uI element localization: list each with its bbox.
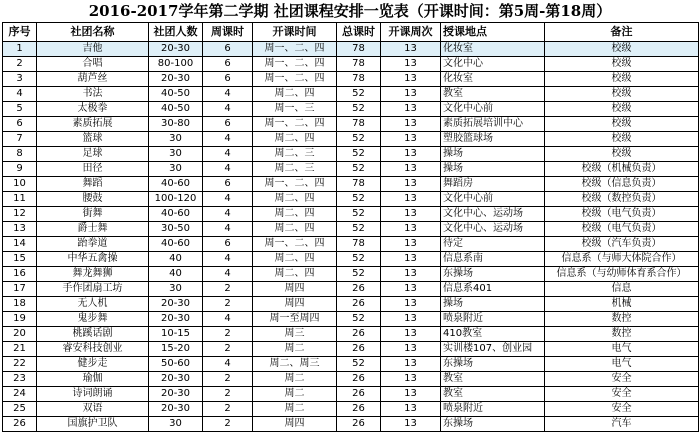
- cell-schedule: 周一、二、四: [253, 177, 337, 192]
- cell-members: 50-60: [149, 357, 203, 372]
- cell-schedule: 周二、三: [253, 147, 337, 162]
- cell-club-name: 鬼步舞: [37, 312, 149, 327]
- cell-members: 40-50: [149, 87, 203, 102]
- table-row[interactable]: [3, 132, 699, 147]
- cell-index: 20: [3, 327, 37, 342]
- cell-location: 410教室: [441, 327, 545, 342]
- cell-total-hours: 78: [337, 237, 381, 252]
- cell-weekly-hours: 4: [203, 102, 253, 117]
- cell-schedule: 周一、二、四: [253, 237, 337, 252]
- cell-weeks: 13: [381, 42, 441, 57]
- cell-schedule: 周二、四: [253, 192, 337, 207]
- cell-weekly-hours: 2: [203, 387, 253, 402]
- cell-weeks: 13: [381, 327, 441, 342]
- cell-index: 1: [3, 42, 37, 57]
- cell-location: 素质拓展培训中心: [441, 117, 545, 132]
- cell-location: 操场: [441, 147, 545, 162]
- cell-weeks: 13: [381, 342, 441, 357]
- cell-remarks: 安全: [545, 387, 699, 402]
- cell-location: 实训楼107、创业园: [441, 342, 545, 357]
- cell-location: 化妆室: [441, 72, 545, 87]
- table-row[interactable]: [3, 117, 699, 132]
- cell-schedule: 周二: [253, 402, 337, 417]
- cell-members: 20-30: [149, 42, 203, 57]
- cell-club-name: 中华五禽操: [37, 252, 149, 267]
- cell-members: 80-100: [149, 57, 203, 72]
- cell-location: 待定: [441, 237, 545, 252]
- table-row[interactable]: [3, 267, 699, 282]
- cell-schedule: 周三: [253, 327, 337, 342]
- cell-index: 25: [3, 402, 37, 417]
- cell-weekly-hours: 6: [203, 237, 253, 252]
- cell-weekly-hours: 2: [203, 282, 253, 297]
- cell-club-name: 睿安科技创业: [37, 342, 149, 357]
- cell-total-hours: 52: [337, 147, 381, 162]
- cell-remarks: 校级（汽车负责）: [545, 237, 699, 252]
- cell-remarks: 汽车: [545, 417, 699, 432]
- table-row[interactable]: [3, 237, 699, 252]
- cell-schedule: 周一、二、四: [253, 57, 337, 72]
- cell-location: 教室: [441, 87, 545, 102]
- cell-index: 13: [3, 222, 37, 237]
- cell-index: 23: [3, 372, 37, 387]
- cell-members: 20-30: [149, 312, 203, 327]
- table-row[interactable]: [3, 372, 699, 387]
- cell-club-name: 舞蹈: [37, 177, 149, 192]
- cell-members: 100-120: [149, 192, 203, 207]
- cell-total-hours: 52: [337, 252, 381, 267]
- cell-schedule: 周二、三: [253, 162, 337, 177]
- cell-remarks: 校级: [545, 42, 699, 57]
- cell-club-name: 合唱: [37, 57, 149, 72]
- col-header-club-name: 社团名称: [37, 23, 149, 42]
- cell-schedule: 周一、二、四: [253, 42, 337, 57]
- table-row[interactable]: [3, 312, 699, 327]
- table-row[interactable]: [3, 87, 699, 102]
- cell-members: 30: [149, 282, 203, 297]
- cell-location: 舞蹈房: [441, 177, 545, 192]
- cell-index: 8: [3, 147, 37, 162]
- cell-weekly-hours: 4: [203, 357, 253, 372]
- cell-location: 文化中心、运动场: [441, 207, 545, 222]
- table-row[interactable]: [3, 57, 699, 72]
- cell-members: 20-30: [149, 372, 203, 387]
- cell-total-hours: 78: [337, 177, 381, 192]
- cell-location: 操场: [441, 162, 545, 177]
- cell-members: 40-60: [149, 207, 203, 222]
- cell-weekly-hours: 4: [203, 87, 253, 102]
- cell-location: 塑胶篮球场: [441, 132, 545, 147]
- cell-members: 30-80: [149, 117, 203, 132]
- cell-weeks: 13: [381, 252, 441, 267]
- cell-location: 信息系南: [441, 252, 545, 267]
- cell-members: 30: [149, 132, 203, 147]
- cell-location: 喷泉附近: [441, 312, 545, 327]
- cell-schedule: 周二、周三: [253, 357, 337, 372]
- cell-weekly-hours: 4: [203, 207, 253, 222]
- cell-total-hours: 52: [337, 222, 381, 237]
- cell-club-name: 爵士舞: [37, 222, 149, 237]
- cell-club-name: 手作团扇工坊: [37, 282, 149, 297]
- cell-club-name: 健步走: [37, 357, 149, 372]
- cell-weekly-hours: 2: [203, 372, 253, 387]
- cell-club-name: 素质拓展: [37, 117, 149, 132]
- table-body: [3, 42, 699, 432]
- cell-weeks: 13: [381, 372, 441, 387]
- cell-weekly-hours: 4: [203, 162, 253, 177]
- header-row: [3, 23, 699, 42]
- cell-weekly-hours: 2: [203, 297, 253, 312]
- cell-schedule: 周二: [253, 342, 337, 357]
- cell-members: 30: [149, 147, 203, 162]
- col-header-total-hours: 总课时: [337, 23, 381, 42]
- cell-location: 文化中心前: [441, 102, 545, 117]
- cell-club-name: 田径: [37, 162, 149, 177]
- cell-total-hours: 78: [337, 72, 381, 87]
- cell-weekly-hours: 4: [203, 132, 253, 147]
- cell-index: 2: [3, 57, 37, 72]
- table-row[interactable]: [3, 162, 699, 177]
- table-row[interactable]: [3, 222, 699, 237]
- cell-index: 12: [3, 207, 37, 222]
- cell-remarks: 校级（数控负责）: [545, 192, 699, 207]
- cell-members: 20-30: [149, 402, 203, 417]
- cell-remarks: 信息系（与幼师体育系合作）: [545, 267, 699, 282]
- cell-members: 40-60: [149, 177, 203, 192]
- cell-weeks: 13: [381, 117, 441, 132]
- cell-location: 教室: [441, 372, 545, 387]
- table-row[interactable]: [3, 177, 699, 192]
- cell-weeks: 13: [381, 312, 441, 327]
- cell-club-name: 跆拳道: [37, 237, 149, 252]
- cell-club-name: 诗词朗诵: [37, 387, 149, 402]
- cell-index: 24: [3, 387, 37, 402]
- cell-index: 4: [3, 87, 37, 102]
- cell-members: 20-30: [149, 72, 203, 87]
- table-row[interactable]: [3, 252, 699, 267]
- col-header-remarks: 备注: [545, 23, 699, 42]
- cell-club-name: 吉他: [37, 42, 149, 57]
- cell-location: 化妆室: [441, 42, 545, 57]
- cell-weeks: 13: [381, 222, 441, 237]
- cell-total-hours: 52: [337, 162, 381, 177]
- cell-remarks: 校级: [545, 132, 699, 147]
- cell-total-hours: 78: [337, 57, 381, 72]
- cell-remarks: 机械: [545, 297, 699, 312]
- cell-schedule: 周四: [253, 282, 337, 297]
- cell-remarks: 信息: [545, 282, 699, 297]
- cell-total-hours: 52: [337, 267, 381, 282]
- cell-weekly-hours: 6: [203, 42, 253, 57]
- page-title: 2016-2017学年第二学期 社团课程安排一览表（开课时间：第5周-第18周）: [88, 2, 612, 20]
- cell-total-hours: 78: [337, 117, 381, 132]
- cell-weekly-hours: 4: [203, 222, 253, 237]
- cell-remarks: 安全: [545, 402, 699, 417]
- cell-club-name: 葫芦丝: [37, 72, 149, 87]
- table-row[interactable]: [3, 147, 699, 162]
- cell-remarks: 信息系（与师大体院合作）: [545, 252, 699, 267]
- cell-weeks: 13: [381, 132, 441, 147]
- cell-index: 15: [3, 252, 37, 267]
- cell-members: 30: [149, 417, 203, 432]
- cell-total-hours: 26: [337, 402, 381, 417]
- cell-club-name: 无人机: [37, 297, 149, 312]
- cell-members: 40-50: [149, 102, 203, 117]
- cell-remarks: 校级（机械负责）: [545, 162, 699, 177]
- cell-weekly-hours: 2: [203, 342, 253, 357]
- cell-weeks: 13: [381, 207, 441, 222]
- cell-schedule: 周一、二、四: [253, 72, 337, 87]
- cell-schedule: 周一、二、四: [253, 117, 337, 132]
- cell-weekly-hours: 4: [203, 252, 253, 267]
- cell-members: 40: [149, 252, 203, 267]
- cell-remarks: 电气: [545, 357, 699, 372]
- cell-members: 15-20: [149, 342, 203, 357]
- cell-index: 6: [3, 117, 37, 132]
- table-row[interactable]: [3, 42, 699, 57]
- cell-total-hours: 52: [337, 87, 381, 102]
- cell-location: 文化中心、运动场: [441, 222, 545, 237]
- cell-location: 东操场: [441, 357, 545, 372]
- cell-club-name: 桃蹊话剧: [37, 327, 149, 342]
- cell-weeks: 13: [381, 102, 441, 117]
- cell-weeks: 13: [381, 417, 441, 432]
- cell-members: 30: [149, 162, 203, 177]
- cell-location: 东操场: [441, 267, 545, 282]
- cell-total-hours: 26: [337, 372, 381, 387]
- cell-schedule: 周二: [253, 372, 337, 387]
- cell-remarks: 安全: [545, 372, 699, 387]
- cell-index: 19: [3, 312, 37, 327]
- cell-index: 10: [3, 177, 37, 192]
- cell-weekly-hours: 2: [203, 327, 253, 342]
- cell-index: 21: [3, 342, 37, 357]
- cell-weekly-hours: 2: [203, 417, 253, 432]
- cell-members: 40-60: [149, 237, 203, 252]
- cell-weeks: 13: [381, 237, 441, 252]
- cell-schedule: 周二、四: [253, 222, 337, 237]
- cell-weeks: 13: [381, 147, 441, 162]
- cell-schedule: 周四: [253, 417, 337, 432]
- cell-total-hours: 52: [337, 102, 381, 117]
- col-header-location: 授课地点: [441, 23, 545, 42]
- cell-weeks: 13: [381, 297, 441, 312]
- table-row[interactable]: [3, 402, 699, 417]
- cell-weeks: 13: [381, 402, 441, 417]
- table-row[interactable]: [3, 72, 699, 87]
- table-row[interactable]: [3, 192, 699, 207]
- cell-members: 10-15: [149, 327, 203, 342]
- cell-index: 5: [3, 102, 37, 117]
- cell-club-name: 太极拳: [37, 102, 149, 117]
- cell-weekly-hours: 6: [203, 117, 253, 132]
- cell-total-hours: 26: [337, 417, 381, 432]
- cell-club-name: 腰鼓: [37, 192, 149, 207]
- cell-total-hours: 52: [337, 312, 381, 327]
- col-header-index: 序号: [3, 23, 37, 42]
- cell-total-hours: 52: [337, 192, 381, 207]
- cell-weekly-hours: 6: [203, 57, 253, 72]
- col-header-weekly-hours: 周课时: [203, 23, 253, 42]
- table-row[interactable]: [3, 387, 699, 402]
- cell-members: 40: [149, 267, 203, 282]
- cell-weeks: 13: [381, 87, 441, 102]
- schedule-table: [2, 22, 699, 432]
- cell-total-hours: 52: [337, 132, 381, 147]
- cell-weeks: 13: [381, 267, 441, 282]
- cell-club-name: 街舞: [37, 207, 149, 222]
- cell-total-hours: 52: [337, 207, 381, 222]
- cell-total-hours: 26: [337, 327, 381, 342]
- cell-members: 30-50: [149, 222, 203, 237]
- cell-weeks: 13: [381, 357, 441, 372]
- cell-weekly-hours: 4: [203, 312, 253, 327]
- cell-weeks: 13: [381, 387, 441, 402]
- cell-remarks: 校级: [545, 87, 699, 102]
- cell-club-name: 书法: [37, 87, 149, 102]
- cell-weekly-hours: 6: [203, 72, 253, 87]
- table-row[interactable]: [3, 297, 699, 312]
- cell-weeks: 13: [381, 282, 441, 297]
- cell-schedule: 周二、四: [253, 207, 337, 222]
- cell-club-name: 瑜伽: [37, 372, 149, 387]
- cell-weeks: 13: [381, 162, 441, 177]
- cell-total-hours: 52: [337, 357, 381, 372]
- cell-club-name: 舞龙舞狮: [37, 267, 149, 282]
- cell-weekly-hours: 2: [203, 402, 253, 417]
- col-header-weeks: 开课周次: [381, 23, 441, 42]
- col-header-schedule: 开课时间: [253, 23, 337, 42]
- cell-members: 20-30: [149, 387, 203, 402]
- cell-schedule: 周二、四: [253, 267, 337, 282]
- cell-index: 18: [3, 297, 37, 312]
- cell-remarks: 校级（信息负责）: [545, 177, 699, 192]
- table-row[interactable]: [3, 342, 699, 357]
- cell-schedule: 周一至周四: [253, 312, 337, 327]
- cell-club-name: 足球: [37, 147, 149, 162]
- cell-index: 26: [3, 417, 37, 432]
- cell-total-hours: 26: [337, 387, 381, 402]
- cell-index: 9: [3, 162, 37, 177]
- cell-remarks: 电气: [545, 342, 699, 357]
- cell-remarks: 校级（电气负责）: [545, 222, 699, 237]
- cell-club-name: 国旗护卫队: [37, 417, 149, 432]
- cell-total-hours: 26: [337, 342, 381, 357]
- cell-remarks: 数控: [545, 327, 699, 342]
- cell-schedule: 周一、三: [253, 102, 337, 117]
- table-row[interactable]: [3, 357, 699, 372]
- cell-weekly-hours: 4: [203, 147, 253, 162]
- cell-total-hours: 26: [337, 297, 381, 312]
- cell-members: 20-30: [149, 297, 203, 312]
- cell-remarks: 数控: [545, 312, 699, 327]
- cell-remarks: 校级: [545, 102, 699, 117]
- cell-location: 东操场: [441, 417, 545, 432]
- cell-remarks: 校级（电气负责）: [545, 207, 699, 222]
- cell-location: 喷泉附近: [441, 402, 545, 417]
- cell-index: 11: [3, 192, 37, 207]
- cell-remarks: 校级: [545, 72, 699, 87]
- cell-total-hours: 26: [337, 282, 381, 297]
- cell-index: 3: [3, 72, 37, 87]
- cell-index: 16: [3, 267, 37, 282]
- cell-weeks: 13: [381, 177, 441, 192]
- cell-club-name: 双语: [37, 402, 149, 417]
- table-row[interactable]: [3, 207, 699, 222]
- cell-weeks: 13: [381, 192, 441, 207]
- cell-location: 教室: [441, 387, 545, 402]
- cell-schedule: 周二: [253, 387, 337, 402]
- cell-remarks: 校级: [545, 117, 699, 132]
- cell-schedule: 周二、四: [253, 132, 337, 147]
- cell-location: 操场: [441, 297, 545, 312]
- cell-location: 文化中心: [441, 57, 545, 72]
- cell-index: 17: [3, 282, 37, 297]
- cell-total-hours: 78: [337, 42, 381, 57]
- table-row[interactable]: [3, 102, 699, 117]
- cell-schedule: 周二、四: [253, 252, 337, 267]
- cell-weekly-hours: 4: [203, 192, 253, 207]
- cell-remarks: 校级: [545, 147, 699, 162]
- cell-weeks: 13: [381, 72, 441, 87]
- table-row[interactable]: [3, 417, 699, 432]
- cell-index: 7: [3, 132, 37, 147]
- cell-schedule: 周四: [253, 297, 337, 312]
- cell-index: 14: [3, 237, 37, 252]
- cell-schedule: 周二、四: [253, 87, 337, 102]
- col-header-members: 社团人数: [149, 23, 203, 42]
- cell-weekly-hours: 4: [203, 267, 253, 282]
- cell-weeks: 13: [381, 57, 441, 72]
- cell-location: 文化中心前: [441, 192, 545, 207]
- cell-club-name: 篮球: [37, 132, 149, 147]
- table-row[interactable]: [3, 282, 699, 297]
- cell-remarks: 校级: [545, 57, 699, 72]
- cell-location: 信息系401: [441, 282, 545, 297]
- table-row[interactable]: [3, 327, 699, 342]
- cell-index: 22: [3, 357, 37, 372]
- cell-weekly-hours: 6: [203, 177, 253, 192]
